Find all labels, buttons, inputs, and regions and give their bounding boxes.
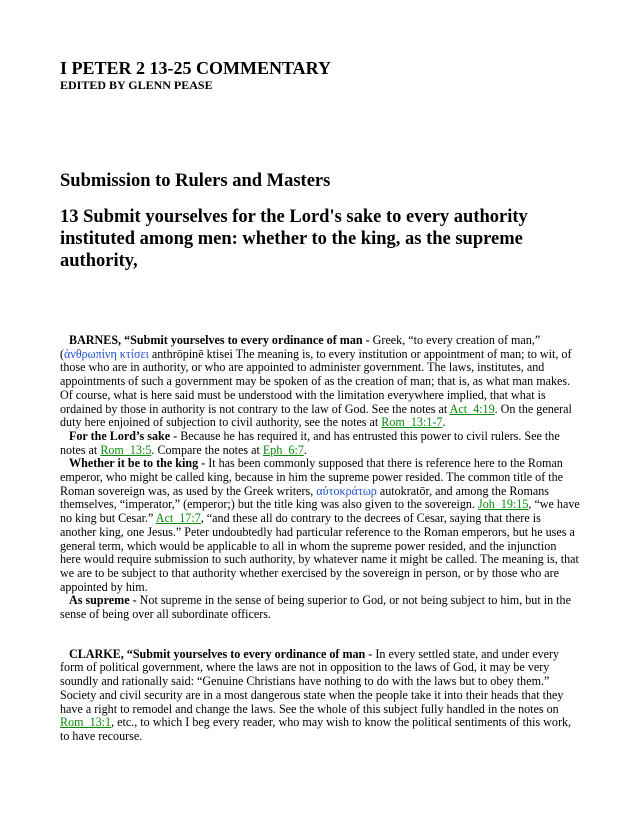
document-editor: EDITED BY GLENN PEASE bbox=[60, 78, 213, 92]
text-run: autokratōr, and among the Romans themselves, “imperator,” (emperor;) but the title king was also given to the sovereign. bbox=[60, 483, 549, 512]
document-title: I PETER 2 13-25 COMMENTARY bbox=[60, 58, 332, 78]
barnes-paragraph-1 bbox=[60, 334, 580, 430]
clarke-lead: CLARKE, “Submit yourselves to every ordinance of man - bbox=[69, 646, 373, 661]
paragraph-lead: For the Lord’s sake - bbox=[69, 428, 178, 443]
scripture-link-joh-19-15[interactable]: Joh_19:15 bbox=[477, 497, 529, 512]
scripture-link-act-4-19[interactable]: Act_4:19 bbox=[449, 401, 495, 416]
text-run: , “and these all do contrary to the decrees of Cesar, saying that there is another king, one Jesus.” Peter undoubtedly had particular reference to the Roman emperors, but he uses a general term, which would be applicable to all in whom the supreme power resided, and the injunction here would require submission to such authority, by whatever name it might be called. The meaning is, that we are to be subject to that authority whether exercised by the sovereign in person, or by those who are appointed by him. bbox=[60, 511, 579, 594]
text-run: In every settled state, and under every form of political government, where the laws are not in opposition to the laws of God, it may be very soundly and rationally said: “Genuine Christians have nothing to do with the laws but to obey them.” Society and civil security are in a most dangerous state when the people take it into their heads that they have a right to remodel and change the laws. See the whole of this subject fully handled in the notes on bbox=[60, 646, 564, 716]
text-run: . bbox=[303, 442, 307, 457]
text-run: , etc., to which I beg every reader, who may wish to know the political sentiments of this work, to have recourse. bbox=[60, 715, 572, 743]
scripture-link-act-17-7[interactable]: Act_17:7 bbox=[155, 511, 201, 526]
text-run: . bbox=[442, 415, 446, 430]
greek-term[interactable]: ἀνθρωπίνη κτίσει bbox=[64, 346, 149, 361]
text-run: It has been commonly supposed that there is reference here to the Roman emperor, who might be called king, because in him the supreme power resided. The common title of the Roman sovereign was, as used by the Greek writers, bbox=[60, 456, 564, 498]
greek-term[interactable]: αὐτοκράτωρ bbox=[316, 483, 377, 498]
paragraph-lead: As supreme - bbox=[69, 593, 137, 608]
text-run: Because he has required it, and has entrusted this power to civil rulers. See the notes at bbox=[60, 428, 560, 457]
scripture-link-rom-13-5[interactable]: Rom_13:5 bbox=[100, 442, 152, 457]
section-heading: Submission to Rulers and Masters bbox=[60, 171, 331, 191]
barnes-paragraph-2 bbox=[60, 430, 580, 457]
text-run: Greek, “to every creation of man,” ( bbox=[60, 333, 541, 361]
text-run: . On the general duty here enjoined of subjection to civil authority, see the notes at bbox=[60, 401, 572, 430]
barnes-paragraph-3 bbox=[60, 457, 580, 594]
scripture-link-eph-6-7[interactable]: Eph_6:7 bbox=[262, 442, 304, 457]
scripture-link-rom-13-1[interactable]: Rom_13:1 bbox=[60, 715, 112, 730]
text-run: Not supreme in the sense of being superior to God, or not being subject to him, but in the sense of being over all subordinate officers. bbox=[60, 593, 571, 622]
verse-heading: 13 Submit yourselves for the Lord's sake to every authority instituted among men: whether to the king, as the supreme authority, bbox=[60, 207, 528, 271]
scripture-link-rom-13-1-7[interactable]: Rom_13:1-7 bbox=[381, 415, 443, 430]
barnes-paragraph-4 bbox=[60, 594, 580, 621]
text-run: . Compare the notes at bbox=[151, 442, 263, 457]
barnes-lead: BARNES, “Submit yourselves to every ordinance of man - bbox=[69, 333, 370, 347]
paragraph-lead: Whether it be to the king - bbox=[69, 456, 206, 471]
text-run: anthrōpinē ktisei The meaning is, to every institution or appointment of man; to wit, of those who are in authority, or who are appointed to administer government. The laws, institutes, and appointments of such a government may be spoken of as the creation of man; that is, as what man makes. Of course, what is here said must be understood with the limitation everywhere implied, that what is ordained by those in authority is not contrary to the law of God. See the notes at bbox=[60, 346, 572, 416]
text-run: , “we have no king but Cesar.” bbox=[60, 497, 580, 526]
clarke-paragraph bbox=[60, 648, 580, 744]
